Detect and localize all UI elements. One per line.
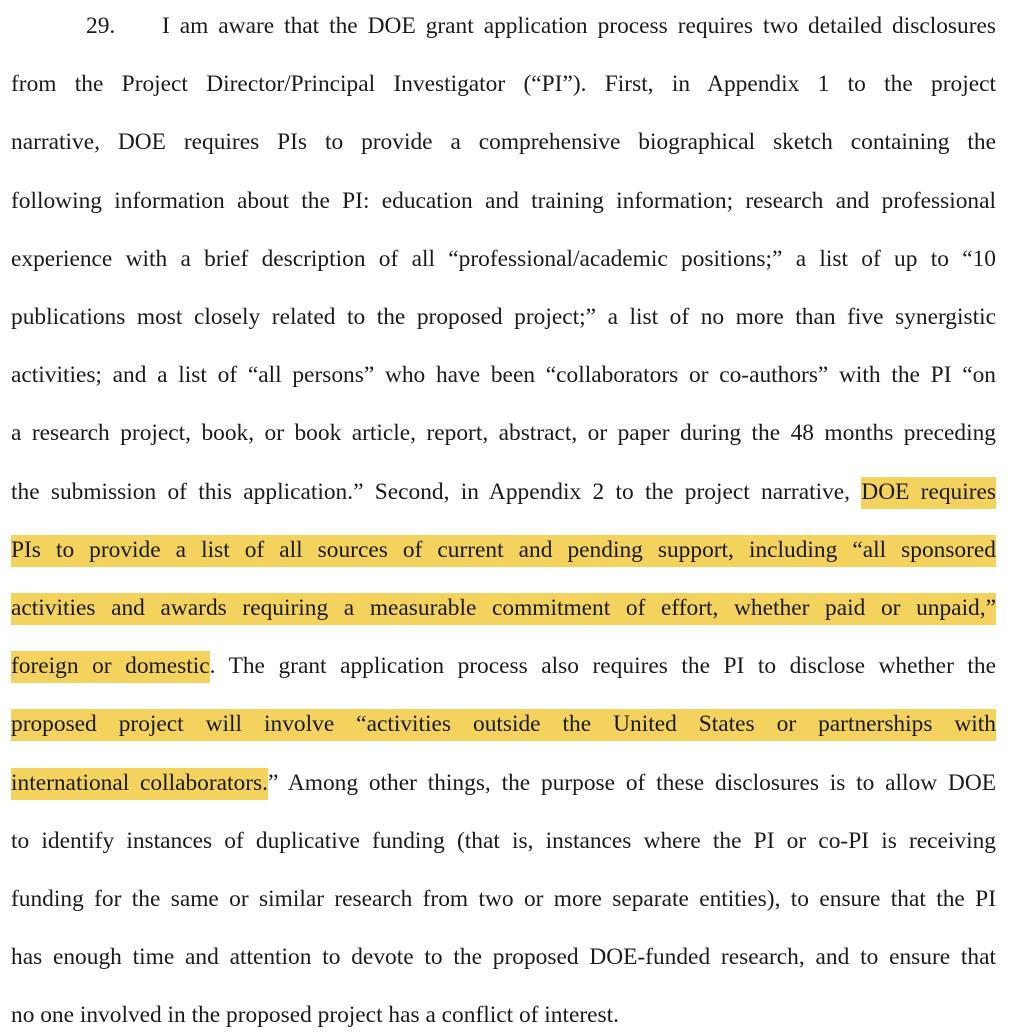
text-line — [11, 882, 996, 916]
text-line — [11, 242, 996, 276]
text-line — [11, 649, 996, 683]
highlighted-text: international collaborators. — [11, 768, 268, 800]
text-line — [11, 416, 996, 450]
highlighted-text: proposed project will involve “activities outside the United States or partnerships with — [11, 709, 996, 741]
text-line — [11, 940, 996, 974]
highlighted-text: PIs to provide a list of all sources of current and pending support, including “all sponsored — [11, 535, 996, 567]
line-text: the submission of this application.” Second, in Appendix 2 to the project narrative, — [11, 478, 862, 505]
text-line — [11, 998, 996, 1032]
text-line — [11, 67, 996, 101]
text-line — [11, 475, 996, 509]
text-line — [11, 824, 996, 858]
text-line — [11, 125, 996, 159]
paragraph-number: 29. — [86, 13, 116, 39]
line-text: no one involved in the proposed project has a conflict of interest. — [11, 1002, 619, 1029]
line-text: following information about the PI: education and training information; research and professional — [11, 187, 996, 214]
text-line — [11, 358, 996, 392]
line-text: a research project, book, or book article, report, abstract, or paper during the 48 months preceding — [11, 420, 996, 447]
line-text: ” Among other things, the purpose of these disclosures is to allow DOE — [267, 769, 997, 796]
text-line — [162, 9, 996, 43]
text-line — [11, 591, 996, 625]
highlighted-text: foreign or domestic — [11, 651, 210, 683]
highlighted-text: DOE requires — [861, 477, 996, 509]
line-text: I am aware that the DOE grant application process requires two detailed disclosures — [162, 13, 996, 39]
highlighted-text: activities and awards requiring a measurable commitment of effort, whether paid or unpaid,” — [11, 593, 996, 625]
line-text: experience with a brief description of all “professional/academic positions;” a list of up to “10 — [11, 245, 996, 272]
text-line — [11, 184, 996, 218]
line-text: narrative, DOE requires PIs to provide a comprehensive biographical sketch containing the — [11, 129, 996, 156]
text-line — [11, 300, 996, 334]
line-text: publications most closely related to the proposed project;” a list of no more than five synergistic — [11, 304, 996, 330]
line-text: from the Project Director/Principal Investigator (“PI”). First, in Appendix 1 to the project — [11, 71, 996, 98]
line-text: . The grant application process also requires the PI to disclose whether the — [209, 653, 996, 680]
line-text: to identify instances of duplicative funding (that is, instances where the PI or co-PI is receiving — [11, 827, 996, 854]
text-line — [11, 766, 996, 800]
line-text: activities; and a list of “all persons” who have been “collaborators or co-authors” with the PI “on — [11, 362, 996, 389]
text-line — [11, 707, 996, 741]
line-text: funding for the same or similar research from two or more separate entities), to ensure that the PI — [11, 886, 996, 912]
line-text: has enough time and attention to devote to the proposed DOE-funded research, and to ensure that — [11, 944, 996, 971]
text-line — [11, 533, 996, 567]
